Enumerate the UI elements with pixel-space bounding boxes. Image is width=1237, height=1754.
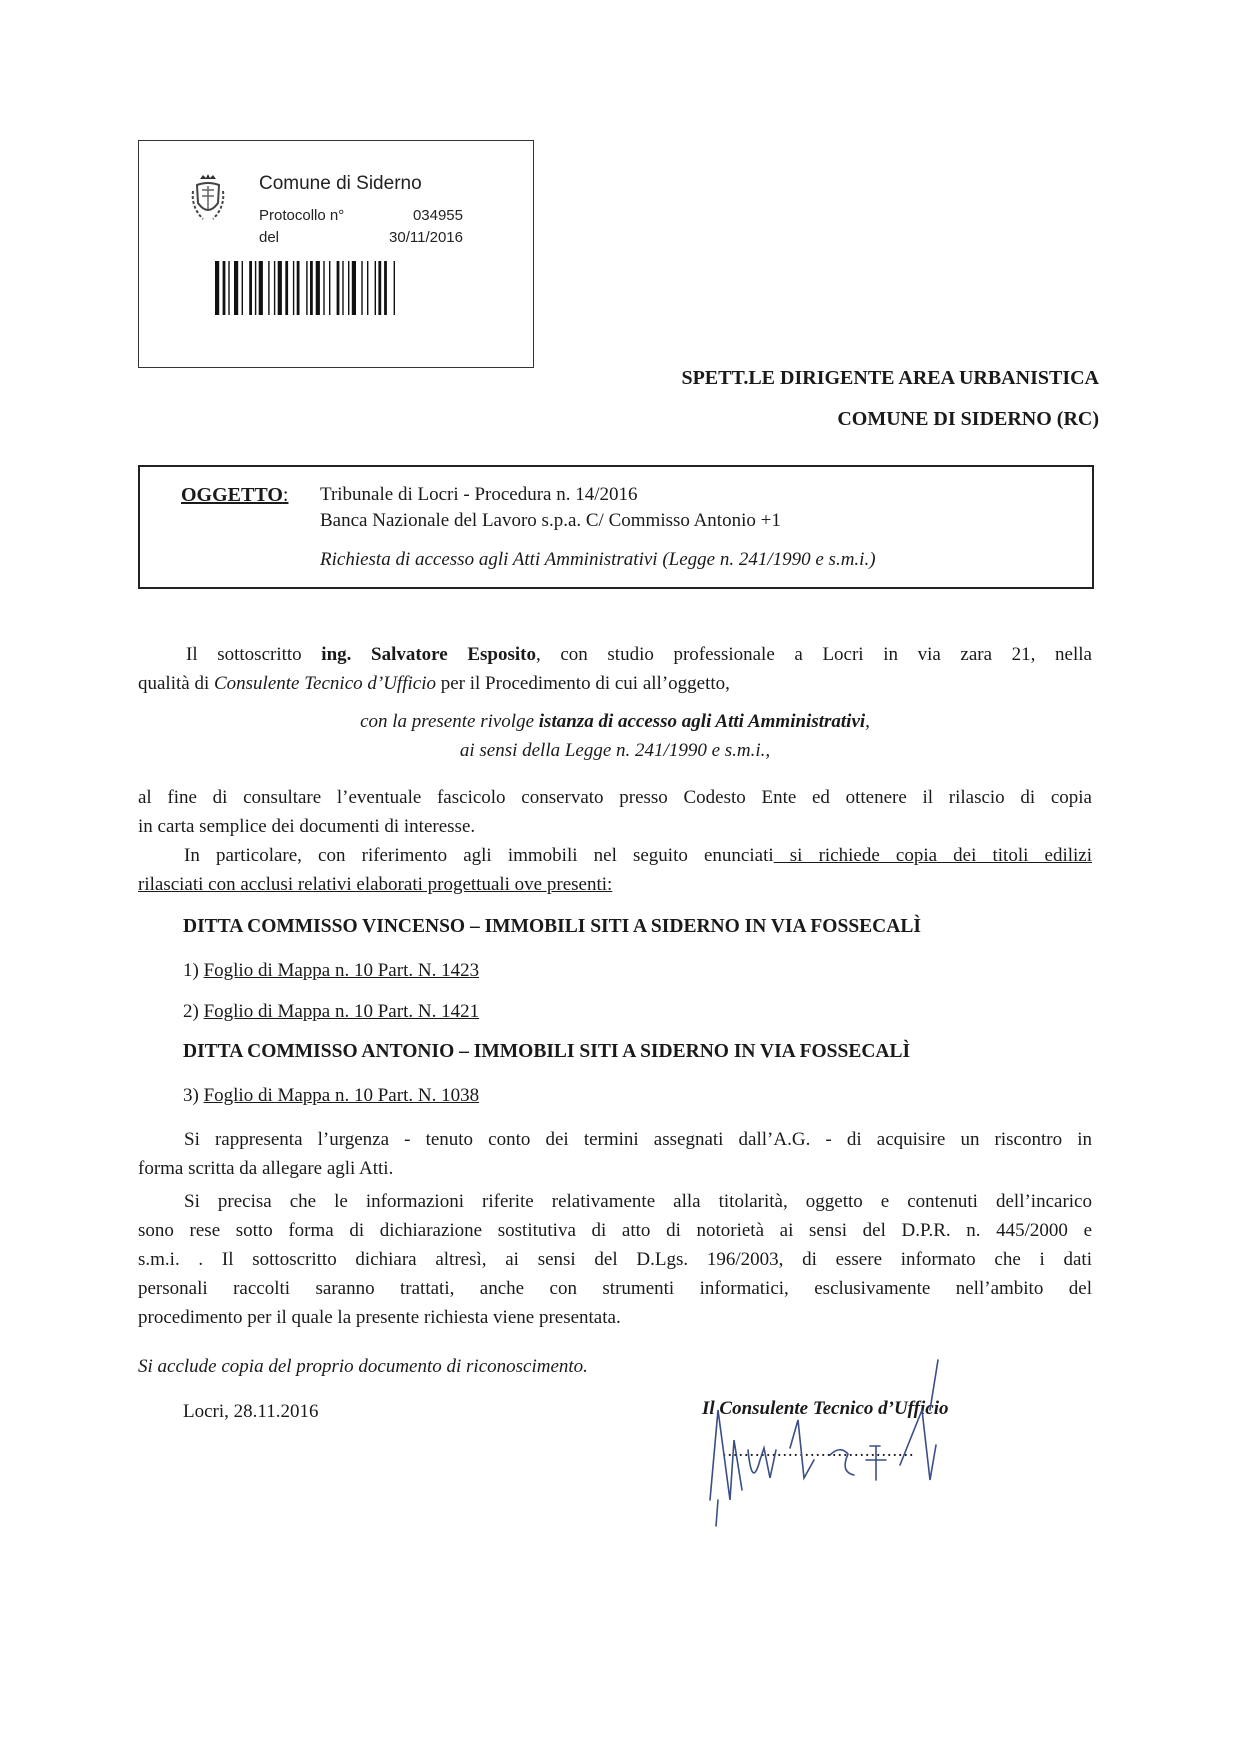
urgency-line-2: forma scritta da allegare agli Atti. bbox=[138, 1158, 394, 1179]
barcode-bar bbox=[297, 261, 300, 315]
barcode-bar bbox=[337, 261, 340, 315]
barcode-bar bbox=[361, 261, 362, 315]
recipient-line-2: COMUNE DI SIDERNO (RC) bbox=[837, 408, 1099, 430]
stamp-protocol-number: 034955 bbox=[412, 207, 463, 224]
declaration-line-1: Si precisa che le informazioni riferite relativamente alla titolarità, oggetto e contenuti dell’incarico bbox=[184, 1191, 1092, 1212]
enclosure-note: Si acclude copia del proprio documento di riconoscimento. bbox=[138, 1356, 588, 1377]
declaration-line-3: s.m.i. . Il sottoscritto dichiara altresì, ai sensi del D.Lgs. 196/2003, di essere informato che i dati bbox=[138, 1249, 1092, 1270]
barcode-bar bbox=[255, 261, 256, 315]
barcode-bar bbox=[394, 261, 395, 315]
recipient-line-1: SPETT.LE DIRIGENTE AREA URBANISTICA bbox=[681, 367, 1099, 389]
barcode-bar bbox=[348, 261, 349, 315]
declaration-line-5: procedimento per il quale la presente richiesta viene presentata. bbox=[138, 1307, 621, 1328]
stamp-comune: Comune di Siderno bbox=[259, 173, 422, 194]
intro-line-2: qualità di Consulente Tecnico d’Ufficio per il Procedimento di cui all’oggetto, bbox=[138, 673, 730, 694]
barcode-bar bbox=[242, 261, 243, 315]
subject-line-2: Banca Nazionale del Lavoro s.p.a. C/ Commisso Antonio +1 bbox=[320, 510, 781, 531]
stamp-protocol-label: Protocollo n° bbox=[259, 207, 345, 224]
subject-label: OGGETTO: bbox=[181, 484, 289, 506]
barcode-bar bbox=[352, 261, 356, 315]
barcode-bar bbox=[367, 261, 368, 315]
barcode-bar bbox=[316, 261, 320, 315]
barcode bbox=[211, 261, 461, 315]
barcode-bar bbox=[274, 261, 275, 315]
request-line-2: ai sensi della Legge n. 241/1990 e s.m.i., bbox=[459, 740, 771, 761]
barcode-bar bbox=[306, 261, 307, 315]
subject-line-1: Tribunale di Locri - Procedura n. 14/2016 bbox=[320, 484, 638, 505]
barcode-bar bbox=[223, 261, 226, 315]
barcode-bar bbox=[378, 261, 381, 315]
request-block bbox=[138, 707, 1092, 765]
protocol-stamp bbox=[138, 140, 534, 368]
purpose-line-2: in carta semplice dei documenti di interesse. bbox=[138, 816, 476, 837]
list-item: 3) Foglio di Mappa n. 10 Part. N. 1038 bbox=[183, 1085, 480, 1106]
signature-dots: ................................... bbox=[722, 1440, 915, 1460]
group1-heading: DITTA COMMISSO VINCENSO – IMMOBILI SITI A SIDERNO IN VIA FOSSECALÌ bbox=[183, 916, 921, 937]
intro-paragraph bbox=[138, 640, 1092, 698]
barcode-bar bbox=[323, 261, 324, 315]
barcode-bar bbox=[375, 261, 376, 315]
handwritten-signature bbox=[690, 1350, 1020, 1550]
urgency-line-1: Si rappresenta l’urgenza - tenuto conto dei termini assegnati dall’A.G. - di acquisire un riscontro in bbox=[184, 1129, 1092, 1150]
barcode-bar bbox=[259, 261, 263, 315]
declaration-paragraph bbox=[138, 1187, 1092, 1332]
subject-line-3: Richiesta di accesso agli Atti Amministrativi (Legge n. 241/1990 e s.m.i.) bbox=[320, 549, 876, 570]
purpose-line-1: al fine di consultare l’eventuale fascicolo conservato presso Codesto Ente ed ottenere il rilascio di copia bbox=[138, 787, 1092, 808]
stamp-date: 30/11/2016 bbox=[389, 229, 463, 246]
request-line-1: con la presente rivolge istanza di accesso agli Atti Amministrativi, bbox=[360, 711, 870, 732]
place-date: Locri, 28.11.2016 bbox=[183, 1401, 319, 1422]
declaration-line-4: personali raccolti saranno trattati, anche con strumenti informatici, esclusivamente nell’ambito del bbox=[138, 1278, 1092, 1299]
list-item: 2) Foglio di Mappa n. 10 Part. N. 1421 bbox=[183, 1001, 480, 1022]
barcode-bar bbox=[310, 261, 313, 315]
purpose-paragraph bbox=[138, 783, 1092, 899]
barcode-bar bbox=[278, 261, 282, 315]
purpose-line-3: In particolare, con riferimento agli immobili nel seguito enunciati si richiede copia dei titoli edilizi bbox=[184, 845, 1093, 866]
stamp-date-label: del bbox=[259, 229, 280, 246]
barcode-bar bbox=[234, 261, 238, 315]
signature-title: Il Consulente Tecnico d’Ufficio bbox=[702, 1398, 949, 1419]
barcode-bar bbox=[285, 261, 288, 315]
barcode-bar bbox=[293, 261, 294, 315]
purpose-line-4: rilasciati con acclusi relativi elaborati progettuali ove presenti: bbox=[138, 874, 613, 895]
barcode-bar bbox=[215, 261, 219, 315]
barcode-bar bbox=[329, 261, 330, 315]
barcode-bar bbox=[268, 261, 269, 315]
barcode-bar bbox=[228, 261, 229, 315]
intro-line-1: Il sottoscritto ing. Salvatore Esposito, con studio professionale a Locri in via zara 21, nella bbox=[186, 644, 1092, 665]
municipal-seal-icon bbox=[191, 173, 225, 223]
declaration-line-2: sono rese sotto forma di dichiarazione sostitutiva di atto di notorietà ai sensi del D.P.R. n. 445/2000 e bbox=[138, 1220, 1092, 1241]
list-item: 1) Foglio di Mappa n. 10 Part. N. 1423 bbox=[183, 960, 480, 981]
subject-box bbox=[138, 465, 1094, 589]
urgency-paragraph bbox=[138, 1125, 1092, 1183]
barcode-bar bbox=[384, 261, 387, 315]
barcode-bar bbox=[249, 261, 252, 315]
group2-heading: DITTA COMMISSO ANTONIO – IMMOBILI SITI A SIDERNO IN VIA FOSSECALÌ bbox=[183, 1041, 911, 1062]
barcode-bar bbox=[342, 261, 343, 315]
